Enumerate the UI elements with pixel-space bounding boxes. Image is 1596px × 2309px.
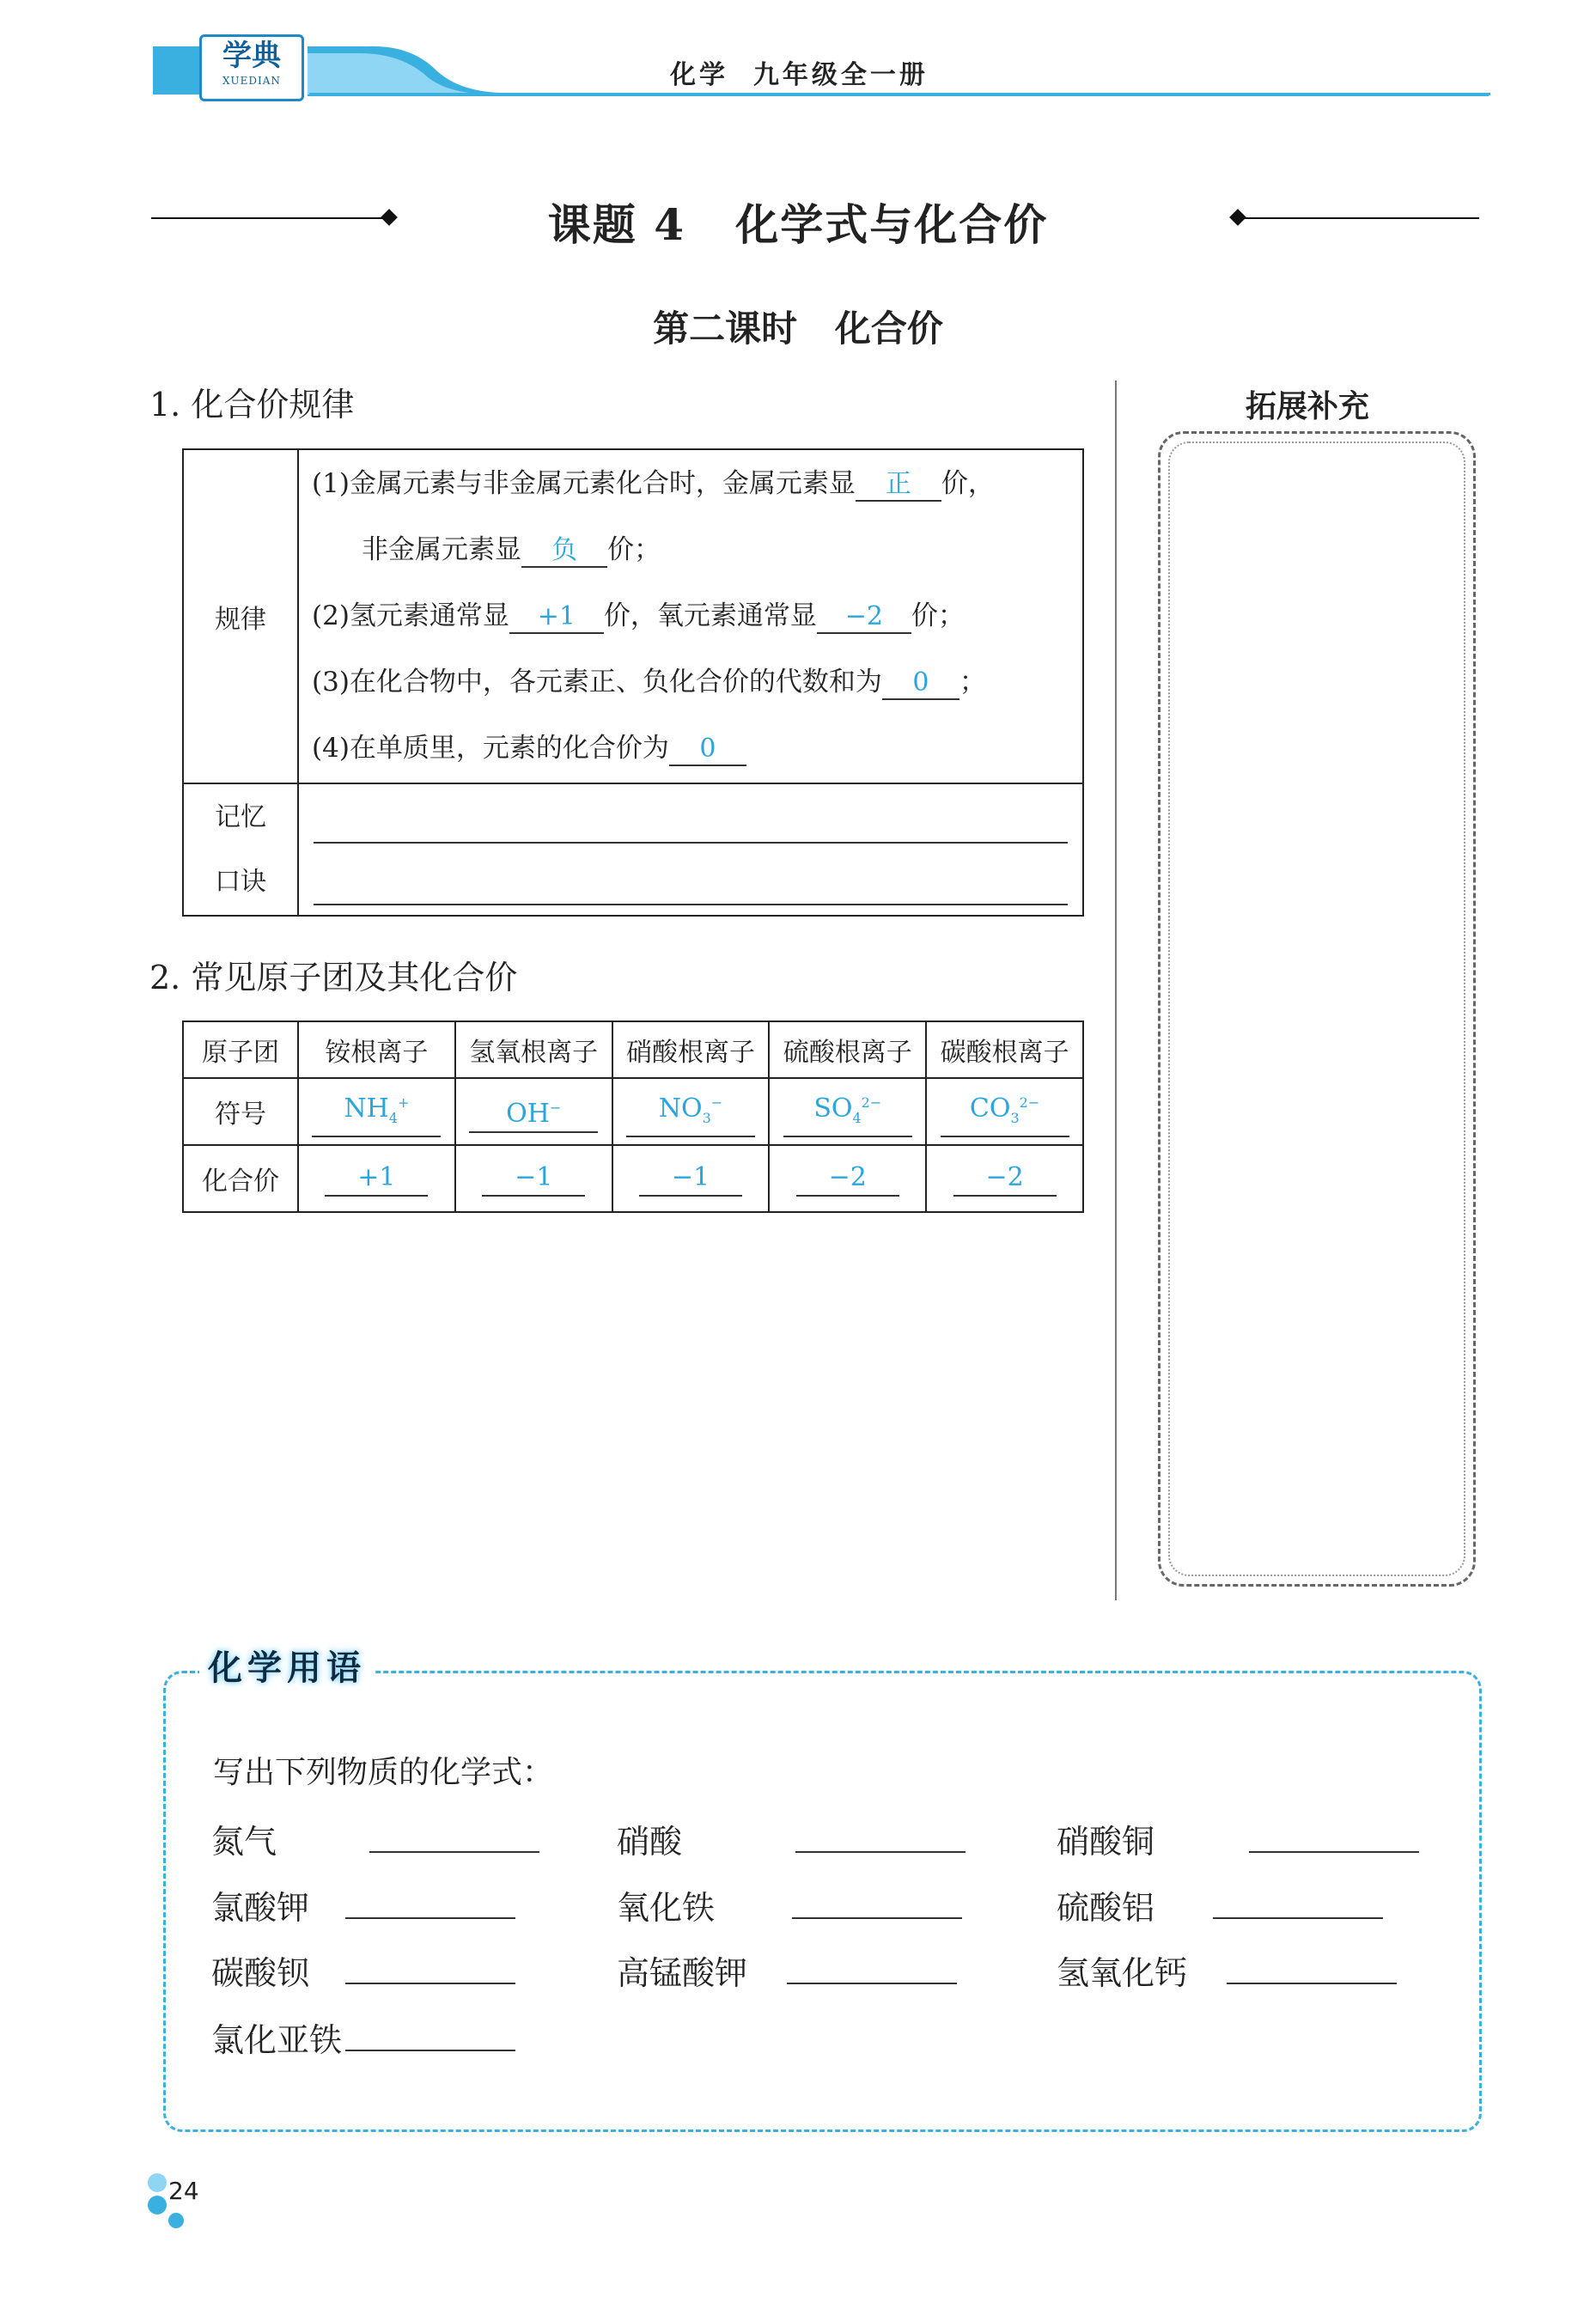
exercise-item: 氯酸钾 [211, 1881, 515, 1928]
memory-header-cell [183, 783, 298, 916]
sidebar-notes-inner-border [1168, 442, 1465, 1576]
answer-blank[interactable] [792, 1892, 962, 1919]
lesson-subtitle: 第二课时 化合价 [653, 308, 943, 350]
answer-blank[interactable] [1249, 1825, 1419, 1853]
rule-line-4 [300, 649, 1081, 716]
rules-header-cell [183, 449, 298, 783]
sidebar-title: 拓展补充 [1246, 388, 1370, 424]
exercise-item: 氧化铁 [617, 1881, 962, 1928]
exercise-item: 氯化亚铁 [211, 2014, 515, 2061]
rule1b-answer[interactable]: 负 [521, 535, 607, 568]
rule1b-suffix: 价； [607, 534, 661, 565]
logo-en: XUEDIAN [222, 75, 281, 87]
rule3-text: (3)在化合物中，各元素正、负化合价的代数和为 [312, 667, 882, 698]
ion-valence[interactable]: −1 [639, 1161, 742, 1197]
page-number-decoration [148, 2196, 167, 2215]
header-subject: 化学 九年级全一册 [670, 60, 929, 90]
rules-content-cell [298, 449, 1083, 783]
rule3-suffix: ； [959, 667, 986, 698]
rule2-mid: 价，氧元素通常显 [603, 600, 817, 631]
ion-symbol[interactable]: OH− [469, 1091, 598, 1133]
rule2-answer-o[interactable]: −2 [817, 601, 911, 634]
memory-line-2[interactable] [314, 844, 1068, 905]
ion-valence[interactable]: −2 [953, 1161, 1057, 1197]
rule1b-text: 非金属元素显 [362, 534, 521, 565]
rules-header: 规律 [215, 604, 266, 635]
chem-terms-label: 化学用语 [199, 1641, 375, 1690]
lesson-title: 课题 4 化学式与化合价 [547, 199, 1049, 250]
ion-symbol[interactable]: $NH_4^+$ [312, 1086, 441, 1137]
answer-blank[interactable] [787, 1957, 957, 1984]
ion-symbol[interactable]: $CO_3^{2-}$ [941, 1086, 1069, 1137]
ion-valence[interactable]: −2 [796, 1161, 899, 1197]
ion-symbol-cell [455, 1078, 612, 1145]
rule-line-5 [300, 716, 1081, 782]
ion-name: 铵根离子 [298, 1021, 455, 1078]
row-header-group: 原子团 [183, 1021, 298, 1078]
memory-line-1[interactable] [314, 785, 1068, 844]
answer-blank[interactable] [345, 1892, 515, 1919]
ion-valence-cell [769, 1145, 926, 1212]
section1-heading: 1. 化合价规律 [149, 386, 355, 423]
rule1-suffix: 价， [941, 468, 995, 499]
page-number-decoration [168, 2213, 184, 2228]
ion-symbol-cell [612, 1078, 770, 1145]
rule4-text: (4)在单质里，元素的化合价为 [312, 733, 669, 764]
answer-blank[interactable] [345, 1957, 515, 1984]
ion-symbol[interactable]: $NO_3^-$ [626, 1086, 755, 1137]
ion-name: 硝酸根离子 [612, 1021, 770, 1078]
valence-rules-table [182, 448, 1084, 917]
page-number-decoration [148, 2173, 167, 2192]
ion-valence[interactable]: −1 [482, 1161, 585, 1197]
ion-symbol-cell [926, 1078, 1083, 1145]
row-header-symbol: 符号 [183, 1078, 298, 1145]
ion-valence-cell [926, 1145, 1083, 1212]
logo-cn: 学典 [222, 39, 281, 73]
answer-blank[interactable] [795, 1825, 966, 1853]
ion-valence[interactable]: +1 [325, 1161, 428, 1197]
header-rule [309, 93, 1490, 95]
rule2-answer-h[interactable]: +1 [509, 601, 604, 634]
memory-content-cell [298, 783, 1083, 916]
exercise-item: 硫酸铝 [1057, 1881, 1383, 1928]
answer-blank[interactable] [345, 2024, 515, 2051]
exercise-item: 硝酸 [617, 1815, 966, 1862]
rule2-suffix: 价； [911, 600, 965, 631]
rule-line-2 [300, 517, 1081, 583]
rule2-text: (2)氢元素通常显 [312, 600, 509, 631]
page-number: 24 [168, 2177, 199, 2205]
ion-valence-cell [455, 1145, 612, 1212]
ion-name: 硫酸根离子 [769, 1021, 926, 1078]
memory-header-2: 口诀 [215, 867, 266, 897]
answer-blank[interactable] [1227, 1957, 1397, 1984]
rule3-answer[interactable]: 0 [882, 667, 959, 700]
rule1-text: (1)金属元素与非金属元素化合时，金属元素显 [312, 468, 856, 499]
column-divider [1115, 381, 1117, 1600]
ion-valence-cell [612, 1145, 770, 1212]
ion-name: 碳酸根离子 [926, 1021, 1083, 1078]
publisher-logo [199, 34, 304, 101]
ion-valence-cell [298, 1145, 455, 1212]
exercise-item: 硝酸铜 [1057, 1815, 1419, 1862]
rule1-answer[interactable]: 正 [856, 469, 941, 502]
rule-line-1 [300, 451, 1081, 517]
rule-line-3 [300, 583, 1081, 649]
answer-blank[interactable] [1213, 1892, 1383, 1919]
exercise-item: 碳酸钡 [211, 1947, 515, 1994]
chem-terms-prompt: 写出下列物质的化学式： [213, 1755, 554, 1790]
answer-blank[interactable] [369, 1825, 539, 1853]
radical-ions-table [182, 1020, 1084, 1213]
ion-name: 氢氧根离子 [455, 1021, 612, 1078]
row-header-valence: 化合价 [183, 1145, 298, 1212]
exercise-item: 高锰酸钾 [617, 1947, 957, 1994]
memory-header-1: 记忆 [215, 802, 266, 832]
ion-symbol-cell [298, 1078, 455, 1145]
ion-symbol[interactable]: $SO_4^{2-}$ [783, 1086, 912, 1137]
ion-symbol-cell [769, 1078, 926, 1145]
rule4-answer[interactable]: 0 [669, 734, 746, 766]
exercise-item: 氮气 [211, 1815, 539, 1862]
exercise-item: 氢氧化钙 [1057, 1947, 1397, 1994]
section2-heading: 2. 常见原子团及其化合价 [149, 959, 518, 996]
